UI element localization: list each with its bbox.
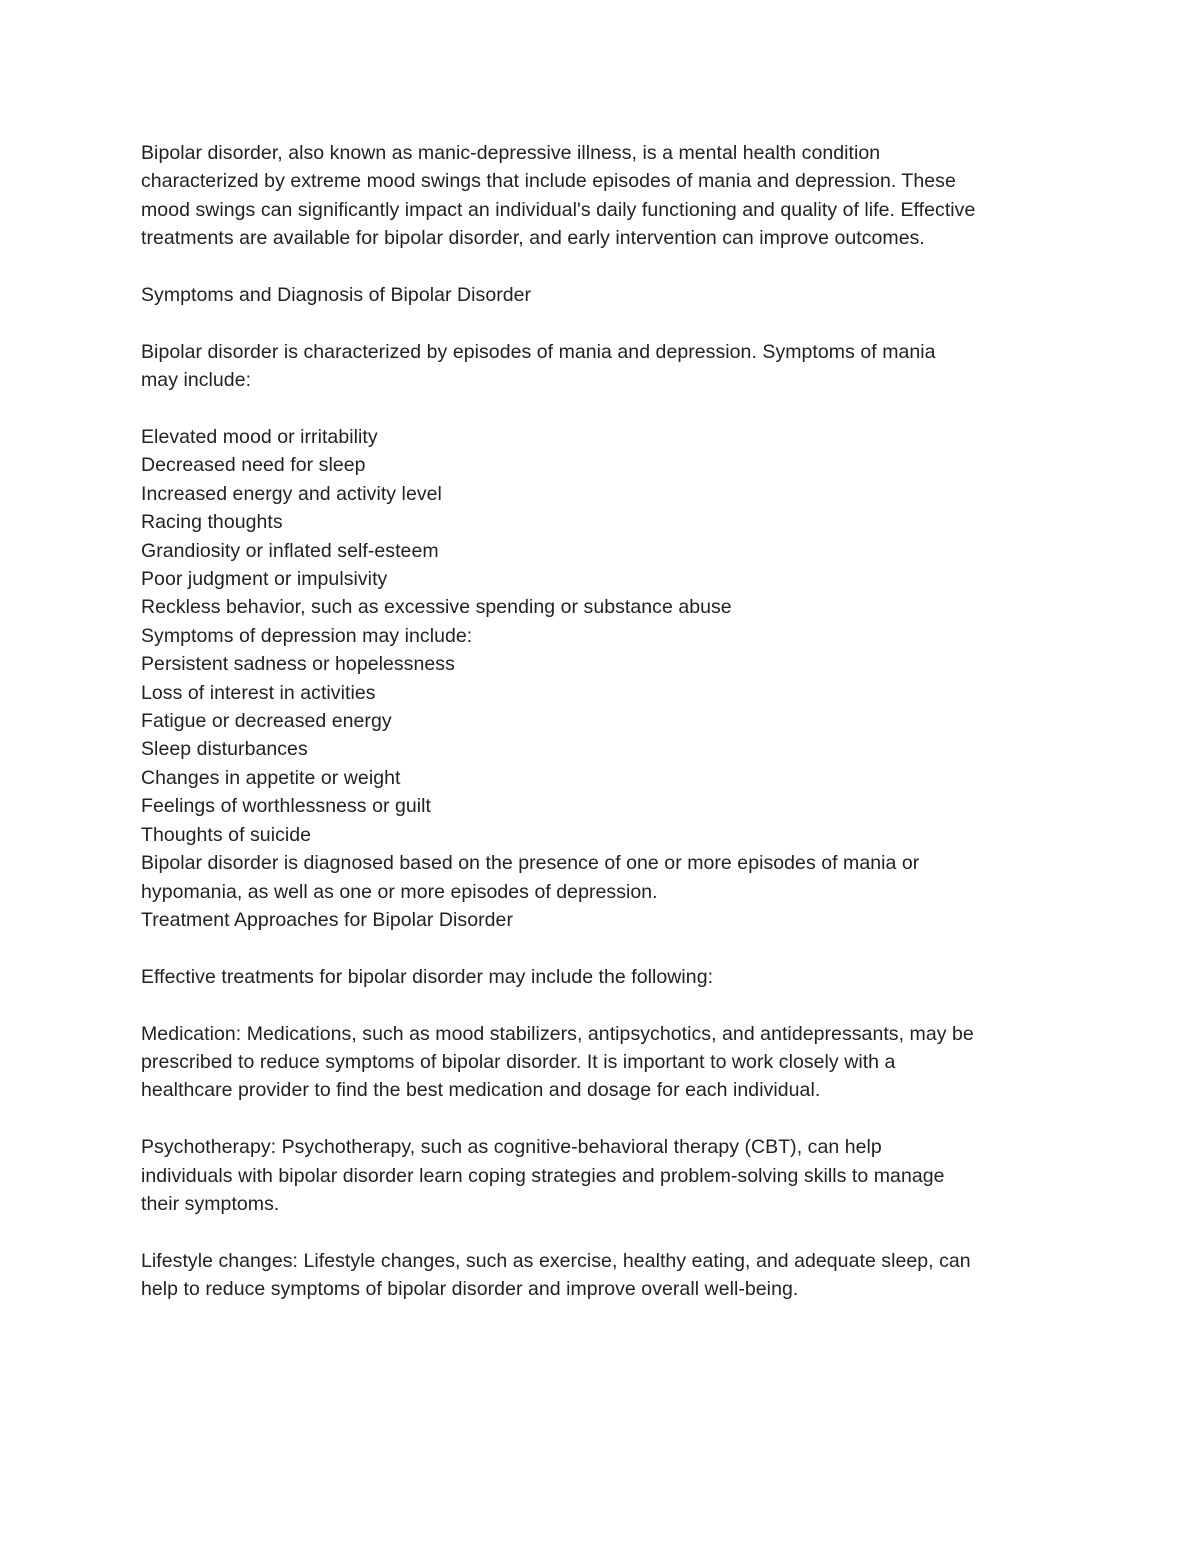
lifestyle-line: help to reduce symptoms of bipolar disorder and improve overall well-being. — [141, 1278, 799, 1301]
depression-symptoms-list — [141, 650, 1066, 906]
list-item: Thoughts of suicide — [141, 823, 312, 846]
intro-paragraph — [141, 139, 1066, 253]
medication-paragraph — [141, 1020, 1066, 1105]
list-item: Elevated mood or irritability — [141, 426, 378, 449]
psychotherapy-line: their symptoms. — [141, 1192, 280, 1215]
list-item: Fatigue or decreased energy — [141, 710, 392, 733]
symptoms-intro-line: Bipolar disorder is characterized by episodes of mania and depression. Symptoms of mania — [141, 340, 936, 363]
treatment-intro-paragraph — [141, 963, 1066, 991]
list-item: hypomania, as well as one or more episodes of depression. — [141, 880, 658, 903]
list-item: Racing thoughts — [141, 511, 283, 534]
list-item: Symptoms of depression may include: — [141, 624, 473, 647]
list-item: Grandiosity or inflated self-esteem — [141, 539, 439, 562]
treatment-intro-line: Effective treatments for bipolar disorder may include the following: — [141, 965, 714, 988]
symptoms-intro-line: may include: — [141, 369, 252, 392]
psychotherapy-paragraph — [141, 1133, 1066, 1218]
symptoms-heading: Symptoms and Diagnosis of Bipolar Disorder — [141, 284, 532, 307]
medication-line: healthcare provider to find the best medication and dosage for each individual. — [141, 1079, 821, 1102]
medication-line: Medication: Medications, such as mood stabilizers, antipsychotics, and antidepressants, may be — [141, 1022, 974, 1045]
list-item: Feelings of worthlessness or guilt — [141, 795, 432, 818]
intro-line: Bipolar disorder, also known as manic-depressive illness, is a mental health condition — [141, 142, 881, 164]
intro-line: treatments are available for bipolar disorder, and early intervention can improve outcomes. — [141, 227, 925, 250]
mania-symptoms-list — [141, 423, 1066, 650]
list-item: Decreased need for sleep — [141, 454, 366, 477]
medication-line: prescribed to reduce symptoms of bipolar disorder. It is important to work closely with a — [141, 1050, 896, 1073]
lifestyle-paragraph — [141, 1247, 1066, 1304]
list-item: Sleep disturbances — [141, 738, 308, 761]
list-item: Persistent sadness or hopelessness — [141, 653, 455, 676]
psychotherapy-line: Psychotherapy: Psychotherapy, such as cognitive-behavioral therapy (CBT), can help — [141, 1136, 882, 1159]
lifestyle-line: Lifestyle changes: Lifestyle changes, such as exercise, healthy eating, and adequate sleep, can — [141, 1249, 971, 1272]
symptoms-intro-paragraph — [141, 338, 1066, 395]
list-item: Poor judgment or impulsivity — [141, 568, 388, 591]
intro-line: mood swings can significantly impact an individual's daily functioning and quality of life. Effective — [141, 198, 976, 221]
document-page — [141, 139, 1066, 1304]
list-item: Changes in appetite or weight — [141, 766, 401, 789]
list-item: Increased energy and activity level — [141, 482, 442, 505]
list-item: Reckless behavior, such as excessive spending or substance abuse — [141, 596, 732, 619]
treatment-heading: Treatment Approaches for Bipolar Disorder — [141, 908, 513, 931]
list-item: Bipolar disorder is diagnosed based on the presence of one or more episodes of mania or — [141, 852, 920, 875]
intro-line: characterized by extreme mood swings that include episodes of mania and depression. These — [141, 170, 956, 193]
list-item: Loss of interest in activities — [141, 681, 376, 704]
psychotherapy-line: individuals with bipolar disorder learn coping strategies and problem-solving skills to manage — [141, 1164, 945, 1187]
